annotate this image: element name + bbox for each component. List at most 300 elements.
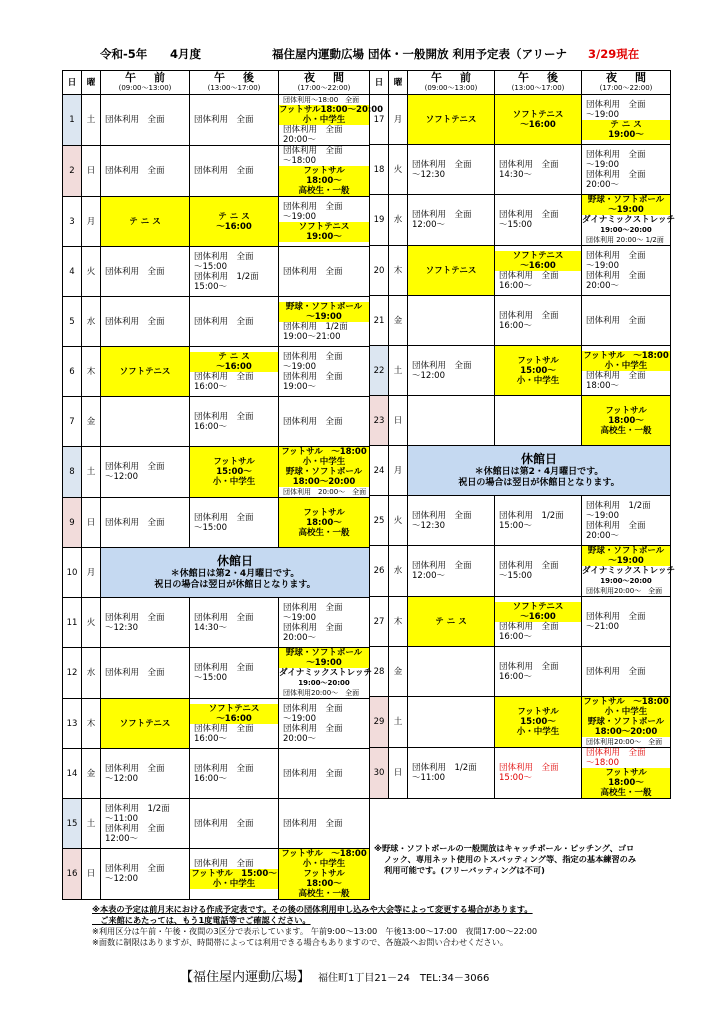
slot-entry: フットサル ～18:00 <box>279 447 369 457</box>
slot-am <box>408 748 495 799</box>
col-day: 日 <box>370 71 389 95</box>
slot-entry: 小・中学生 <box>190 879 278 889</box>
slot-entry: 団体利用 全面 <box>412 210 472 220</box>
col-day: 日 <box>63 71 82 95</box>
slot-entry: 高校生・一般 <box>582 788 670 798</box>
day-number: 24 <box>370 446 389 496</box>
weekday: 日 <box>389 748 408 799</box>
closed-line1: ＊休館日は第2・4月曜日です。 <box>170 569 300 579</box>
slot-entry: 団体利用 20:00～ 全面 <box>283 488 367 496</box>
weekday: 水 <box>82 297 101 347</box>
slot-am <box>408 647 495 697</box>
slot-entry: 団体利用 全面 <box>586 315 646 326</box>
day-number: 20 <box>370 246 389 296</box>
slot-entry: 15:00～ <box>499 773 532 783</box>
slot-entry: ～19:00 <box>283 612 316 623</box>
footer <box>180 966 489 985</box>
slot-nt <box>582 647 671 697</box>
col-weekday: 曜 <box>82 71 101 95</box>
slot-entry: 団体利用 全面 <box>586 149 646 160</box>
table-row <box>63 548 370 598</box>
table-row <box>63 799 370 849</box>
slot-entry: 団体利用 全面 <box>105 823 165 834</box>
slot-entry: 高校生・一般 <box>582 426 670 436</box>
slot-entry: 団体利用 全面 <box>499 561 559 571</box>
slot-pm <box>190 799 279 849</box>
slot-pm <box>190 498 279 548</box>
slot-entry: ～19:00 <box>586 159 619 170</box>
slot-entry: 団体利用 全面 <box>586 169 646 180</box>
slot-entry: 小・中学生 <box>190 477 278 487</box>
slot-entry: ～15:00 <box>499 571 532 581</box>
slot-am <box>101 648 190 699</box>
slot-entry: 16:00～ <box>194 421 227 432</box>
slot-entry: 団体利用 全面 <box>499 621 559 632</box>
weekday: 日 <box>82 849 101 900</box>
slot-pm <box>495 396 582 446</box>
slot-entry: 団体利用 1/2面 <box>194 271 259 282</box>
weekday: 土 <box>389 346 408 396</box>
slot-entry: フットサル <box>495 707 581 717</box>
slot-am <box>101 247 190 297</box>
slot-entry: ダイナミックストレッチ <box>582 566 675 576</box>
slot-pm <box>190 197 279 247</box>
slot-entry: 団体利用 全面 <box>586 99 646 110</box>
slot-entry: 団体利用 全面 <box>283 416 343 427</box>
table-row <box>370 396 671 446</box>
slot-entry: 団体利用 全面 <box>586 270 646 281</box>
weekday: 木 <box>389 246 408 296</box>
slot-entry: フットサル 15:00～ <box>191 869 277 879</box>
table-row <box>370 346 671 396</box>
slot-nt <box>279 799 370 849</box>
slot-nt <box>279 247 370 297</box>
slot-am <box>408 697 495 748</box>
slot-entry: 19:00～20:00 <box>298 679 350 687</box>
slot-entry: 15:00～ <box>499 520 532 531</box>
day-number: 14 <box>63 749 82 799</box>
table-row <box>370 546 671 597</box>
slot-entry: 18:00～ <box>279 518 369 528</box>
slot-entry: 18:00～20:00 <box>279 477 369 487</box>
slot-entry: フットサル ～18:00 <box>583 350 669 361</box>
weekday: 火 <box>82 598 101 648</box>
slot-entry: 団体利用 全面 <box>499 210 559 220</box>
table-row <box>370 647 671 697</box>
slot-entry: 20:00～ <box>283 733 316 744</box>
slot-entry: ～19:00 <box>582 556 670 566</box>
slot-entry: 高校生・一般 <box>279 528 369 538</box>
slot-entry: フットサル <box>582 406 670 416</box>
slot-entry: ～12:30 <box>412 520 445 531</box>
slot-entry: 20:00～ <box>283 632 316 643</box>
day-number: 8 <box>63 447 82 498</box>
slot-am <box>101 447 190 498</box>
slot-entry: 団体利用20:00～ 全面 <box>283 689 360 697</box>
weekday: 火 <box>82 247 101 297</box>
closed-line2: 祝日の場合は翌日が休館日となります。 <box>154 580 316 590</box>
slot-nt <box>279 146 370 197</box>
slot-entry: 団体利用 全面 <box>105 316 165 327</box>
slot-entry: 団体利用 全面 <box>194 818 254 829</box>
slot-entry: 12:00～ <box>412 571 445 581</box>
table-row <box>63 297 370 347</box>
slot-nt <box>279 699 370 749</box>
slot-entry: ～12:00 <box>412 370 445 381</box>
slot-entry: 団体利用 全面 <box>283 768 343 779</box>
table-row <box>63 447 370 498</box>
day-number: 17 <box>370 95 389 145</box>
slot-entry: 団体利用 全面 <box>194 612 254 623</box>
slot-entry: 団体利用 全面 <box>283 622 343 633</box>
day-number: 27 <box>370 597 389 647</box>
slot-entry: ～11:00 <box>105 813 138 824</box>
slot-pm <box>190 648 279 699</box>
closed-day-cell <box>101 548 370 598</box>
col-morning: 午前 (09:00～13:00) <box>101 71 190 95</box>
slot-pm <box>495 145 582 195</box>
slot-entry: ダイナミックストレッチ <box>582 215 675 225</box>
slot-am <box>408 195 495 246</box>
slot-entry: 団体利用 全面 <box>194 723 254 734</box>
slot-entry: 14:30～ <box>499 169 532 180</box>
slot-entry: フットサル ～18:00 <box>279 849 369 859</box>
weekday: 金 <box>82 749 101 799</box>
table-row <box>63 498 370 548</box>
note-line: ※利用区分は午前・午後・夜間の3区分で表示しています。 午前9:00～13:00 午後13:00～17:00 夜間17:00～22:00 <box>92 926 538 936</box>
slot-entry: ～16:00 <box>495 120 581 130</box>
slot-entry: 団体利用20:00～ 全面 <box>586 738 663 746</box>
slot-pm <box>495 546 582 597</box>
weekday: 日 <box>82 498 101 548</box>
slot-entry: 団体利用 20:00～ 1/2面 <box>586 236 664 244</box>
col-afternoon: 午後 (13:00～17:00) <box>190 71 279 95</box>
baseball-note: ※野球・ソフトボールの一般開放はキャッチボール・ピッチング、ゴロ ノック、専用ネット使用のトスバッティング等、指定の基本練習のみ 利用可能です。(フリーバッティングは不可) <box>374 843 637 875</box>
table-row <box>370 95 671 145</box>
slot-pm <box>495 697 582 748</box>
day-number: 15 <box>63 799 82 849</box>
slot-entry: 団体利用20:00～ 全面 <box>586 587 663 595</box>
slot-entry: 16:00～ <box>499 671 532 682</box>
slot-pm <box>190 347 279 397</box>
slot-entry: 団体利用 全面 <box>283 201 343 212</box>
slot-am <box>101 95 190 146</box>
slot-entry: 19:00～ <box>279 232 369 242</box>
col-morning: 午前 (09:00～13:00) <box>408 71 495 95</box>
slot-nt <box>279 498 370 548</box>
slot-entry: 16:00～ <box>499 631 532 642</box>
slot-entry: ～15:00 <box>194 673 227 683</box>
weekday: 火 <box>389 496 408 546</box>
weekday: 水 <box>389 546 408 597</box>
day-number: 3 <box>63 197 82 247</box>
slot-pm <box>495 346 582 396</box>
slot-entry: 団体利用 全面 <box>194 663 254 673</box>
slot-am <box>101 146 190 197</box>
slot-entry: ～19:00 <box>283 361 316 372</box>
slot-entry: テ ニ ス <box>190 212 278 222</box>
slot-entry: テ ニ ス <box>101 217 189 227</box>
slot-pm <box>495 195 582 246</box>
slot-entry: ソフトテニス <box>495 602 581 612</box>
day-number: 7 <box>63 397 82 447</box>
slot-pm <box>495 296 582 346</box>
slot-entry: 団体利用 全面 <box>499 661 559 672</box>
slot-entry: ソフトテニス <box>101 719 189 729</box>
slot-entry: ～12:00 <box>105 773 138 784</box>
slot-entry: フットサル18:00～20:00 <box>279 105 384 115</box>
slot-entry: ～19:00 <box>279 312 369 322</box>
weekday: 木 <box>82 699 101 749</box>
table-row <box>370 446 671 496</box>
day-number: 13 <box>63 699 82 749</box>
slot-entry: 団体利用 1/2面 <box>586 500 651 511</box>
slot-nt <box>279 197 370 247</box>
slot-entry: ～16:00 <box>190 714 278 724</box>
slot-entry: 小・中学生 <box>582 707 670 717</box>
col-afternoon: 午後 (13:00～17:00) <box>495 71 582 95</box>
slot-entry: 野球・ソフトボール <box>279 467 369 477</box>
weekday: 金 <box>389 647 408 697</box>
slot-entry: 野球・ソフトボール <box>279 302 369 312</box>
slot-nt <box>582 496 671 546</box>
slot-entry: ～16:00 <box>190 362 278 372</box>
slot-entry: 15:00～ <box>495 366 581 376</box>
slot-entry: 14:30～ <box>194 622 227 633</box>
slot-am <box>101 498 190 548</box>
facility-address: 福住町1丁目21－24 TEL:34－3066 <box>318 973 490 984</box>
slot-entry: 団体利用 全面 <box>283 146 343 156</box>
slot-entry: 18:00～ <box>582 778 670 788</box>
slot-pm <box>190 749 279 799</box>
slot-entry: 12:00～ <box>105 833 138 844</box>
slot-entry: 18:00～ <box>279 879 369 889</box>
slot-entry: テ ニ ス <box>408 617 494 627</box>
slot-entry: 団体利用 全面 <box>283 723 343 734</box>
table-header-right <box>370 71 671 95</box>
closed-title: 休館日 <box>216 554 253 568</box>
slot-entry: 団体利用 全面 <box>283 351 343 362</box>
day-number: 9 <box>63 498 82 548</box>
slot-am <box>408 546 495 597</box>
slot-entry: ～12:00 <box>105 874 138 884</box>
slot-entry: 20:00～ <box>586 530 619 541</box>
day-number: 28 <box>370 647 389 697</box>
slot-entry: 小・中学生 <box>279 457 369 467</box>
slot-nt <box>279 749 370 799</box>
slot-entry: ～21:00 <box>586 621 619 632</box>
day-number: 16 <box>63 849 82 900</box>
day-number: 25 <box>370 496 389 546</box>
slot-entry: 団体利用 全面 <box>194 411 254 422</box>
slot-entry: 18:00～ <box>582 416 670 426</box>
day-number: 11 <box>63 598 82 648</box>
slot-entry: ～11:00 <box>412 773 445 783</box>
slot-pm <box>495 246 582 296</box>
slot-nt <box>582 246 671 296</box>
slot-entry: ソフトテニス <box>101 367 189 377</box>
slot-entry: 団体利用 全面 <box>194 512 254 523</box>
weekday: 水 <box>389 195 408 246</box>
table-row <box>63 347 370 397</box>
slot-entry: 小・中学生 <box>495 376 581 386</box>
slot-entry: ～19:00 <box>283 211 316 222</box>
slot-entry: 高校生・一般 <box>279 889 369 899</box>
slot-entry: フットサル <box>190 457 278 467</box>
table-row <box>370 195 671 246</box>
slot-entry: 16:00～ <box>194 733 227 744</box>
slot-pm <box>495 496 582 546</box>
slot-entry: テ ニ ス <box>190 352 278 362</box>
weekday: 金 <box>389 296 408 346</box>
slot-entry: 19:00～20:00 <box>600 577 652 585</box>
table-row <box>63 197 370 247</box>
slot-entry: 団体利用 全面 <box>105 462 165 472</box>
col-weekday: 曜 <box>389 71 408 95</box>
slot-nt <box>582 546 675 597</box>
slot-am <box>101 749 190 799</box>
slot-nt <box>279 347 370 397</box>
weekday: 土 <box>82 95 101 146</box>
slot-nt <box>279 447 370 498</box>
slot-am <box>101 297 190 347</box>
slot-entry: 団体利用 全面 <box>283 818 343 829</box>
slot-entry: 20:00～ <box>586 280 619 291</box>
closed-day-cell <box>408 446 671 496</box>
slot-entry: ～19:00 <box>279 658 369 668</box>
slot-entry: ～19:00 <box>586 260 619 271</box>
slot-pm <box>495 597 582 647</box>
slot-entry: 19:00～21:00 <box>283 331 341 342</box>
slot-entry: 16:00～ <box>194 773 227 784</box>
weekday: 日 <box>82 146 101 197</box>
day-number: 2 <box>63 146 82 197</box>
slot-entry: ソフトテニス <box>408 115 494 125</box>
slot-am <box>101 397 190 447</box>
col-night: 夜間 (17:00～22:00) <box>279 71 370 95</box>
table-row <box>63 598 370 648</box>
slot-pm <box>190 849 279 900</box>
day-number: 19 <box>370 195 389 246</box>
slot-nt <box>279 397 370 447</box>
slot-entry: 団体利用 全面 <box>412 510 472 521</box>
slot-entry: フットサル <box>279 166 369 176</box>
slot-nt <box>582 396 671 446</box>
slot-nt <box>582 697 671 748</box>
slot-entry: テ ニ ス <box>582 120 670 130</box>
slot-am <box>408 597 495 647</box>
weekday: 月 <box>82 197 101 247</box>
note-line: ※面数に制限はありますが、時間帯によっては利用できる場合もありますので、各施設へお問い合わせください。 <box>92 937 509 947</box>
page-title <box>100 46 660 62</box>
slot-entry: 19:00～ <box>582 130 670 140</box>
slot-am <box>408 496 495 546</box>
closed-line2: 祝日の場合は翌日が休館日となります。 <box>458 478 620 488</box>
slot-entry: 団体利用 全面 <box>105 763 165 774</box>
table-row <box>63 699 370 749</box>
slot-entry: 20:00～ <box>586 179 619 190</box>
table-row <box>63 95 370 146</box>
slot-nt <box>279 297 370 347</box>
slot-entry: ～12:30 <box>412 169 445 180</box>
slot-entry: 18:00～20:00 <box>582 727 670 737</box>
weekday: 木 <box>82 347 101 397</box>
slot-entry: 15:00～ <box>190 467 278 477</box>
month-label: 4月度 <box>170 47 202 61</box>
weekday: 木 <box>389 597 408 647</box>
slot-nt <box>582 296 671 346</box>
weekday: 金 <box>82 397 101 447</box>
slot-entry: 団体利用 1/2面 <box>412 763 477 773</box>
slot-entry: 16:00～ <box>499 320 532 331</box>
slot-entry: ダイナミックストレッチ <box>279 668 372 678</box>
day-number: 22 <box>370 346 389 396</box>
slot-am <box>408 396 495 446</box>
table-row <box>370 296 671 346</box>
slot-entry: 団体利用 全面 <box>105 612 165 623</box>
table-row <box>370 145 671 195</box>
slot-pm <box>190 397 279 447</box>
slot-am <box>408 95 495 145</box>
slot-entry: 野球・ソフトボール <box>582 546 670 556</box>
slot-entry: 団体利用 全面 <box>586 748 646 758</box>
slot-am <box>101 347 190 397</box>
slot-am <box>408 296 495 346</box>
weekday: 日 <box>389 396 408 446</box>
era-label: 令和-5年 <box>100 47 148 61</box>
slot-entry: 高校生・一般 <box>279 186 369 196</box>
slot-entry: ～18:00 <box>283 156 316 166</box>
slot-entry: 団体利用 全面 <box>499 763 559 773</box>
day-number: 21 <box>370 296 389 346</box>
slot-entry: 団体利用 全面 <box>194 251 254 262</box>
slot-entry: ソフトテニス <box>279 222 369 232</box>
slot-entry: 団体利用 全面 <box>586 611 646 622</box>
table-row <box>370 246 671 296</box>
facility-name: 【福住屋内運動広場】 <box>180 970 311 985</box>
slot-entry: ～19:00 <box>586 109 619 120</box>
slot-nt <box>279 598 370 648</box>
slot-entry: 団体利用 全面 <box>586 250 646 261</box>
slot-entry: 団体利用 全面 <box>194 859 254 869</box>
table-row <box>370 597 671 647</box>
weekday: 月 <box>82 548 101 598</box>
day-number: 1 <box>63 95 82 146</box>
slot-pm <box>495 647 582 697</box>
slot-entry: ～15:00 <box>194 522 227 533</box>
slot-entry: ～18:00 <box>586 758 619 768</box>
slot-entry: 団体利用 全面 <box>194 371 254 382</box>
slot-entry: ソフトテニス <box>190 704 278 714</box>
table-row <box>370 748 671 799</box>
slot-am <box>408 346 495 396</box>
slot-pm <box>190 447 279 498</box>
slot-entry: ～16:00 <box>190 222 278 232</box>
weekday: 水 <box>82 648 101 699</box>
slot-nt <box>582 597 671 647</box>
day-number: 5 <box>63 297 82 347</box>
slot-entry: ～19:00 <box>283 713 316 724</box>
table-row <box>63 849 370 900</box>
slot-entry: フットサル <box>279 869 369 879</box>
slot-entry: 19:00～20:00 <box>600 226 652 234</box>
table-row <box>63 146 370 197</box>
slot-entry: フットサル <box>279 508 369 518</box>
slot-nt <box>582 195 675 246</box>
slot-entry: 小・中学生 <box>279 115 369 125</box>
slot-entry: 団体利用 全面 <box>586 370 646 381</box>
slot-pm <box>190 297 279 347</box>
